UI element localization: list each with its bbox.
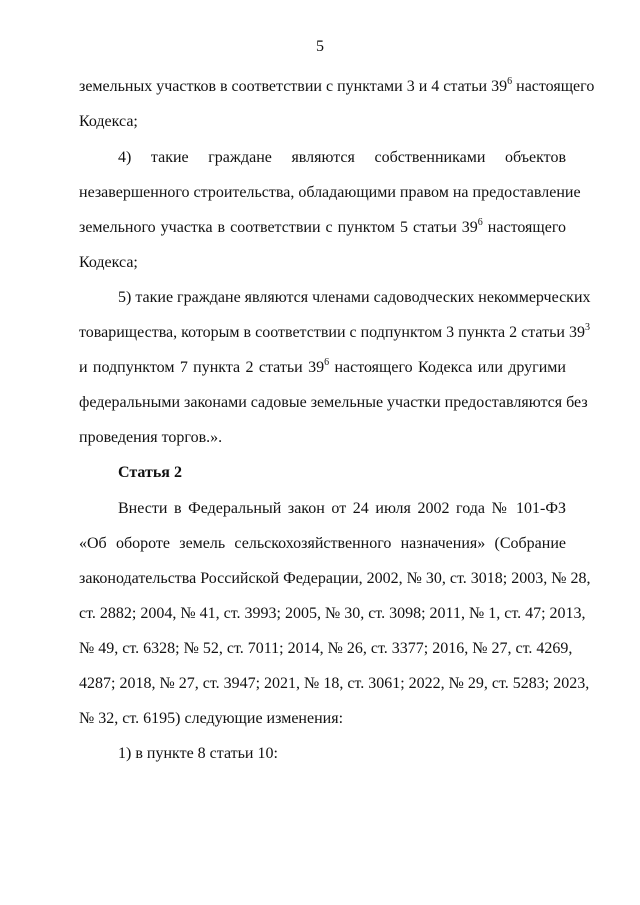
paragraph-line: земельных участков в соответствии с пунктами 3 и 4 статьи $39^6$ настоящего: [79, 75, 595, 95]
article-heading: Статья 2: [118, 464, 182, 481]
paragraph-line: товарищества, которым в соответствии с подпунктом 3 пункта 2 статьи $39^3$: [79, 321, 590, 341]
paragraph-line: № 49, ст. 6328; № 52, ст. 7011; 2014, № 26, ст. 3377; 2016, № 27, ст. 4269,: [79, 640, 573, 657]
paragraph-line: федеральными законами садовые земельные участки предоставляются без: [79, 394, 588, 411]
paragraph-line: № 32, ст. 6195) следующие изменения:: [79, 710, 344, 727]
list-item-1: 1) в пункте 8 статьи 10:: [118, 745, 278, 762]
paragraph-line: проведения торгов.».: [79, 429, 223, 446]
paragraph-line: «Об обороте земель сельскохозяйственного назначения» (Собрание: [79, 535, 566, 552]
paragraph-line: Кодекса;: [79, 254, 138, 271]
paragraph-line: земельного участка в соответствии с пунктом 5 статьи $39^6$ настоящего: [79, 216, 566, 236]
paragraph-line: и подпунктом 7 пункта 2 статьи $39^6$ настоящего Кодекса или другими: [79, 356, 566, 376]
paragraph-line: Кодекса;: [79, 113, 138, 130]
paragraph-line: Внести в Федеральный закон от 24 июля 2002 года № 101-ФЗ: [118, 500, 566, 517]
paragraph-line: ст. 2882; 2004, № 41, ст. 3993; 2005, № 30, ст. 3098; 2011, № 1, ст. 47; 2013,: [79, 605, 586, 622]
paragraph-line: 4287; 2018, № 27, ст. 3947; 2021, № 18, ст. 3061; 2022, № 29, ст. 5283; 2023,: [79, 675, 590, 692]
list-item-5: 5) такие граждане являются членами садоводческих некоммерческих: [118, 289, 591, 306]
paragraph-line: законодательства Российской Федерации, 2002, № 30, ст. 3018; 2003, № 28,: [79, 570, 591, 587]
list-item-4: 4) такие граждане являются собственниками объектов: [118, 149, 566, 166]
page-number: 5: [316, 38, 324, 55]
paragraph-line: незавершенного строительства, обладающими правом на предоставление: [79, 184, 581, 201]
